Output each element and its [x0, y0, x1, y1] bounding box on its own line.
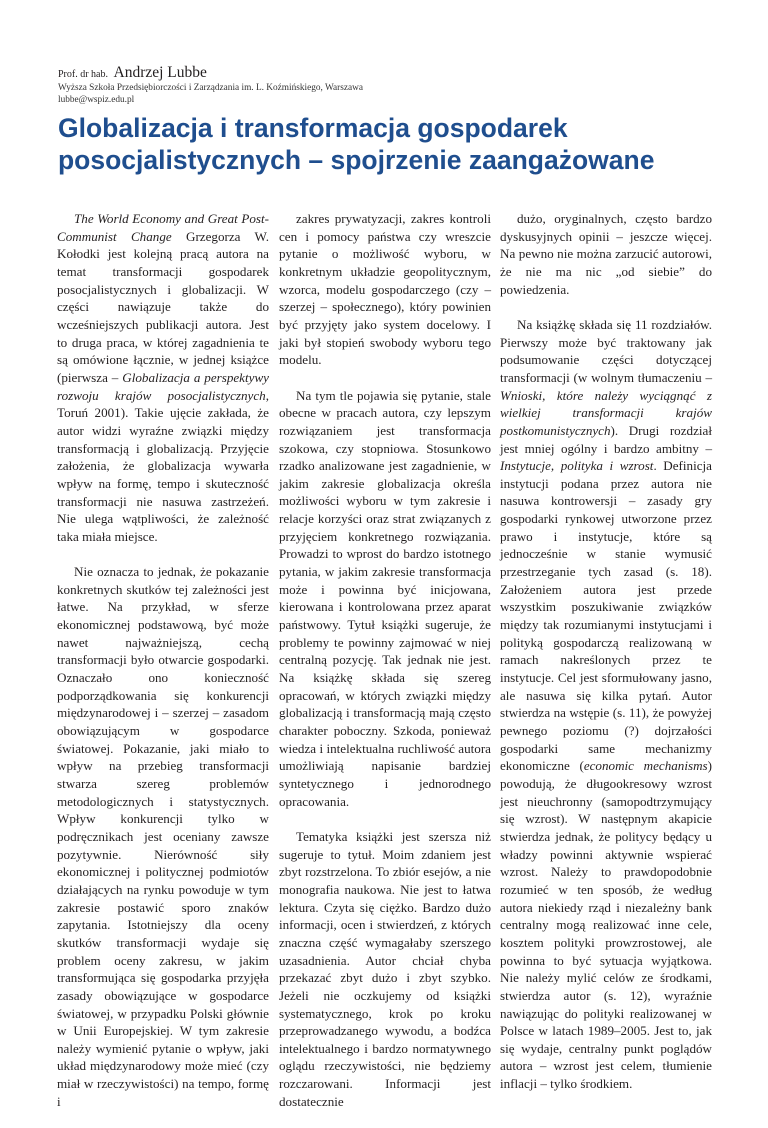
author-line: [58, 66, 363, 82]
body-paragraph: Na tym tle pojawia się pytanie, stale obecne w pracach autora, czy lepszym rozwiązaniem jest transformacja szokowa, czy stopniowa. Stosunkowo rzadko analizowane jest zagadnienie, w jakim zakresie globalizacja określa możliwości wyboru w tym zakresie i relacje korzyści oraz strat związanych z przyjęciem konkretnego rozwiązania. Prowadzi to wprost do bardzo istotnego pytania, w jakim zakresie transformacja może i powinna być inicjowana, kierowana i kontrolowana przez aparat państwowy. Tytuł książki sugeruje, że problemy te powinny zajmować w niej centralną pozycję. Tak jednak nie jest. Na książkę składa się szereg opracowań, w których związki między globalizacją i transformacją mają często charakter poboczny. Szkoda, ponieważ wiedza i intelektualna ruchliwość autora umożliwiają napisanie bardziej syntetycznego i jednorodnego opracowania.: [279, 387, 491, 809]
article-title: [58, 112, 738, 176]
author-name: Andrzej Lubbe: [113, 64, 207, 81]
body-paragraph: Tematyka książki jest szersza niż sugeruje to tytuł. Moim zdaniem jest zbyt rozstrzelona. To zbiór esejów, a nie monografia naukowa. Nie jest to łatwa lektura. Czyta się ciężko. Bardzo dużo informacji, ocen i stwierdzeń, z których znaczna część wymagałaby szerszego uzasadnienia. Autor chciał chyba przekazać zbyt dużo i zbyt szybko. Jeżeli nie oczkujemy od książki systematycznego, krok po kroku przeprowadzanego wywodu, a bodźca intelektualnego i bardzo normatywnego oglądu rzeczywistości, nie będziemy rozczarowani. Informacji jest dostatecznie: [279, 828, 491, 1109]
author-prefix: Prof. dr hab.: [58, 69, 108, 80]
body-paragraph: Nie oznacza to jednak, że pokazanie konkretnych skutków tej zależności jest łatwe. Na przykład, w sferze ekonomicznej podstawową, być może nawet najważniejszą, cechą transformacji było otwarcie gospodarki. Oznaczało ono konieczność podporządkowania się konkurencji międzynarodowej i – szerzej – zasadom obowiązującym w gospodarce światowej. Pokazanie, jaki miało to wpływ na przebieg transformacji stwarza szereg problemów metodologicznych i statystycznych. Wpływ konkurencji tylko w podręcznikach jest oceniany zawsze pozytywnie. Nierówność siły ekonomicznej i politycznej podmiotów działających na rynku powoduje w tym zakresie postawić sporo znaków zapytania. Istotniejszy dla oceny skutków transformacji wydaje się problem oceny zakresu, w jakim transformująca się gospodarka przyjęła zasady obowiązujące w gospodarce światowej, w przypadku Polski głównie w Unii Europejskiej. W tym zakresie należy wymienić pytanie o wpływ, jaki układ międzynarodowy może mieć (czy miał w rzeczywistości) na tempo, formę i: [57, 564, 269, 1109]
body-paragraph: dużo, oryginalnych, często bardzo dyskusyjnych opinii – jeszcze więcej. Na pewno nie można zarzucić autorowi, że nie ma nic „od siebie” do powiedzenia.: [500, 211, 712, 297]
text-column-3: [500, 210, 712, 1110]
text-column-2: [279, 210, 491, 1128]
body-paragraph: Na książkę składa się 11 rozdziałów. Pierwszy może być traktowany jak podsumowanie części dotyczącej transformacji (w wolnym tłumaczeniu – Wnioski, które należy wyciągnąć z wielkiej transformacji krajów postkomunistycznych). Drugi rozdział jest mniej ogólny i bardzo ambitny – Instytucje, polityka i wzrost. Definicja instytucji podana przez autora nie nasuwa kontrowersji – zasady gry gospodarki rynkowej utworzone przez prawo i instytucje, które są jednocześnie w stanie wymusić przestrzeganie tych zasad (s. 18). Założeniem autora jest przede wszystkim poszukiwanie związków między tak rozumianymi instytucjami i polityką gospodarczą realizowaną w ramach nakreślonych przez te instytucje. Cel jest sformułowany jasno, ale nasuwa się kilka pytań. Autor stwierdza na wstępie (s. 11), że powyżej pewnego poziomu (?) dojrzałości gospodarki same mechanizmy ekonomiczne (economic mechanisms) powodują, że długookresowy wzrost jest nieuchronny (samopodtrzymujący się wzrost). W następnym akapicie stwierdza jednak, że politycy będący u władzy powinni aktywnie wspierać wzrost. Należy to prawdopodobnie rozumieć w ten sposób, że według autora niekiedy rząd i niezależny bank centralny mogą realizować inne cele, kosztem polityki prowzrostowej, ale powinna to być sytuacja wyjątkowa. Nie należy mylić celów ze środkami, stwierdza autor (s. 12), wyraźnie nawiązując do polityki realizowanej w Polsce w latach 1989–2005. Jest to, jak się wydaje, centralny punkt poglądów autora – wzrost jest celem, tłumienie inflacji – tylko środkiem.: [500, 316, 713, 1092]
author-affiliation: Wyższa Szkoła Przedsiębiorczości i Zarządzania im. L. Koźmińskiego, Warszawa: [58, 83, 363, 93]
body-paragraph: The World Economy and Great Post-Communist Change Grzegorza W. Kołodki jest kolejną pracą autora na temat transformacji gospodarek posocjalistycznych i globalizacji. W części nawiązuje także do wcześniejszych publikacji autora. Jest to druga praca, w której zagadnienia te są omówione łącznie, w jednej książce (pierwsza – Globalizacja a perspektywy rozwoju krajów posocjalistycznych, Toruń 2001). Takie ujęcie zakłada, że autor widzi wyraźne związki między transformacją i globalizacją. Przyjęcie założenia, że globalizacja wywarła wpływ na formę, tempo i skuteczność transformacji nie nasuwa zastrzeżeń. Nie ulega wątpliwości, że zależność taka miała miejsce.: [57, 211, 269, 544]
article-title-line-1: Globalizacja i transformacja gospodarek: [58, 113, 568, 143]
article-title-line-2: posocjalistycznych – spojrzenie zaangażowane: [58, 145, 655, 175]
body-paragraph: zakres prywatyzacji, zakres kontroli cen i pomocy państwa czy wreszcie pytanie o możliwość wyboru, w konkretnym układzie geopolitycznym, wzorca, modelu gospodarczego (czy – szerzej – społecznego), który powinien być przyjęty jako system docelowy. I jaki był stopień swobody wyboru tego modelu.: [279, 211, 491, 368]
author-email[interactable]: lubbe@wspiz.edu.pl: [58, 95, 135, 105]
article-header: [58, 66, 363, 106]
text-column-1: [57, 210, 269, 1128]
